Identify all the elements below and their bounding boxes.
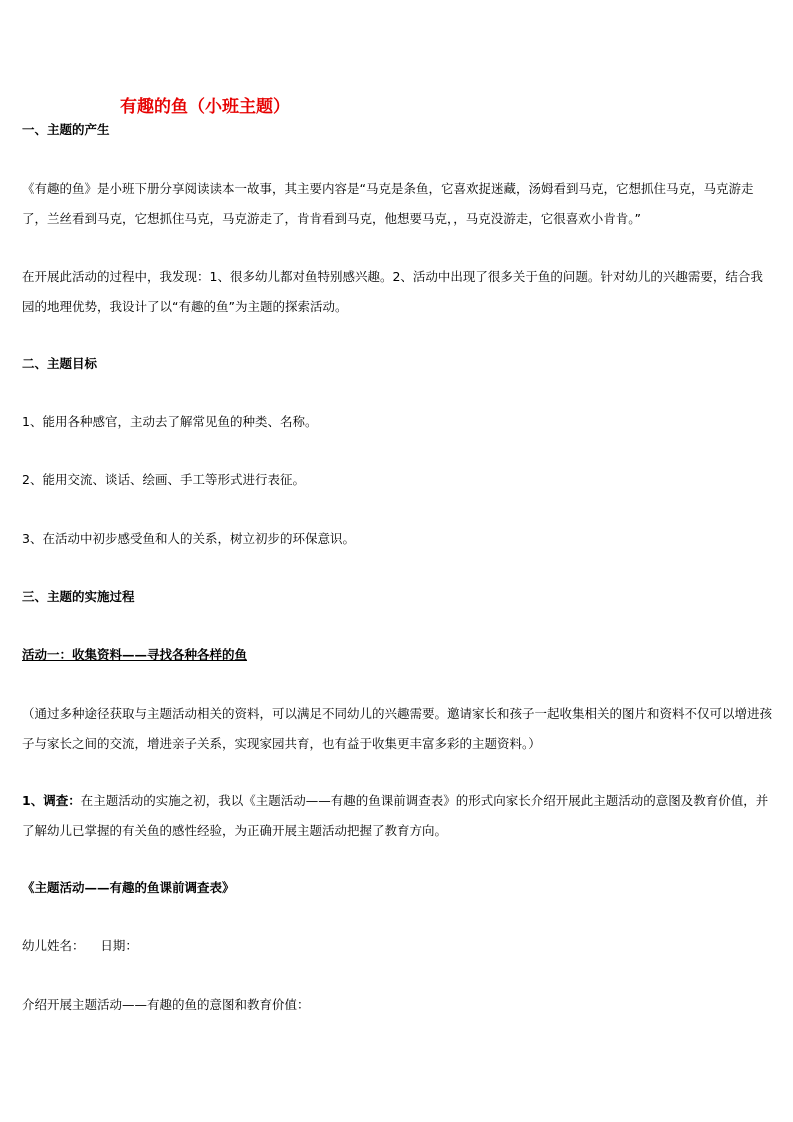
goal-item-3: 3、在活动中初步感受鱼和人的关系，树立初步的环保意识。 <box>22 531 355 546</box>
paragraph-activity-intro: （通过多种途径获取与主题活动相关的资料，可以满足不同幼儿的兴趣需要。邀请家长和孩子一起收集相关的图片和资料不仅可以增进孩子与家长之间的交流，增进亲子关系，实现家园共育，也有益于收集更丰富多彩的主题资料。） <box>22 706 773 751</box>
paragraph-survey <box>22 786 774 846</box>
paragraph-story-summary: 《有趣的鱼》是小班下册分享阅读读本一故事，其主要内容是“马克是条鱼，它喜欢捉迷藏，汤姆看到马克，它想抓住马克，马克游走了，兰丝看到马克，它想抓住马克，马克游走了，肯肯看到马克，他想要马克，，马克没游走，它很喜欢小肯肯。” <box>22 181 754 226</box>
goal-item-2: 2、能用交流、谈话、绘画、手工等形式进行表征。 <box>22 472 305 487</box>
section-heading-goals: 二、主题目标 <box>22 356 98 371</box>
survey-form-intro: 介绍开展主题活动——有趣的鱼的意图和教育价值： <box>22 997 310 1012</box>
section-heading-origin: 一、主题的产生 <box>22 122 110 137</box>
survey-form-title: 《主题活动——有趣的鱼课前调查表》 <box>22 880 235 895</box>
paragraph-discovery: 在开展此活动的过程中，我发现：1、很多幼儿都对鱼特别感兴趣。2、活动中出现了很多关于鱼的问题。针对幼儿的兴趣需要，结合我园的地理优势，我设计了以“有趣的鱼”为主题的探索活动。 <box>22 269 763 314</box>
goal-item-1: 1、能用各种感官，主动去了解常见鱼的种类、名称。 <box>22 414 318 429</box>
survey-form-fields: 幼儿姓名： 日期： <box>22 938 138 953</box>
survey-text: 在主题活动的实施之初，我以《主题活动——有趣的鱼课前调查表》的形式向家长介绍开展此主题活动的意图及教育价值，并了解幼儿已掌握的有关鱼的感性经验，为正确开展主题活动把握了教育方向。 <box>22 793 769 838</box>
survey-label: 1、调查： <box>22 793 81 808</box>
document-title: 有趣的鱼（小班主题） <box>120 97 290 117</box>
activity-heading-text: 活动一：收集资料——寻找各种各样的鱼 <box>22 647 248 662</box>
activity-heading <box>22 640 774 670</box>
section-heading-process: 三、主题的实施过程 <box>22 589 135 604</box>
